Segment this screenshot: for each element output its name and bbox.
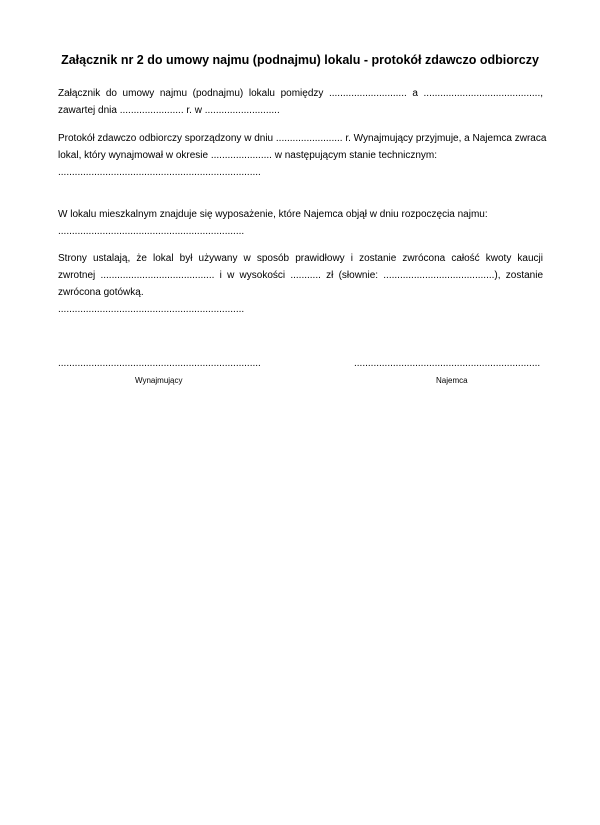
- technical-condition-blank: .........................................................................: [58, 167, 261, 178]
- tenant-label: Najemca: [436, 376, 468, 385]
- deposit-paragraph: [58, 250, 543, 318]
- equipment-line: W lokalu mieszkalnym znajduje się wyposażenie, które Najemca objął w dniu rozpoczęcia najmu:: [58, 209, 488, 220]
- deposit-line-1: Strony ustalają, że lokal był używany w sposób prawidłowy i zostanie zwrócona całość kwoty kaucji: [58, 253, 543, 264]
- handover-date-line: Protokół zdawczo odbiorczy sporządzony w dniu ........................ r. Wynajmujący przyjmuje, a Najemca zwraca: [58, 133, 547, 144]
- contract-date-line: zawartej dnia ....................... r. w ...........................: [58, 105, 280, 116]
- landlord-signature-line: .........................................................................: [58, 358, 261, 369]
- tenant-signature-line: ...................................................................: [354, 358, 541, 369]
- rental-period-line: lokal, który wynajmował w okresie ...................... w następującym stanie technicznym:: [58, 150, 438, 161]
- equipment-paragraph: [58, 206, 543, 240]
- handover-paragraph: [58, 130, 547, 181]
- landlord-label: Wynajmujący: [135, 376, 183, 385]
- deposit-line-3: zwrócona gotówką.: [58, 287, 144, 298]
- deposit-blank: ...................................................................: [58, 304, 245, 315]
- parties-line: Załącznik do umowy najmu (podnajmu) lokalu pomiędzy ............................ a ..........................................,: [58, 88, 543, 99]
- equipment-blank: ...................................................................: [58, 226, 245, 237]
- deposit-line-2: zwrotnej ......................................... i w wysokości ........... zł (słownie: ........................................), zostanie: [58, 270, 543, 281]
- document-title: Załącznik nr 2 do umowy najmu (podnajmu) lokalu - protokół zdawczo odbiorczy: [61, 53, 539, 67]
- parties-paragraph: [58, 85, 543, 119]
